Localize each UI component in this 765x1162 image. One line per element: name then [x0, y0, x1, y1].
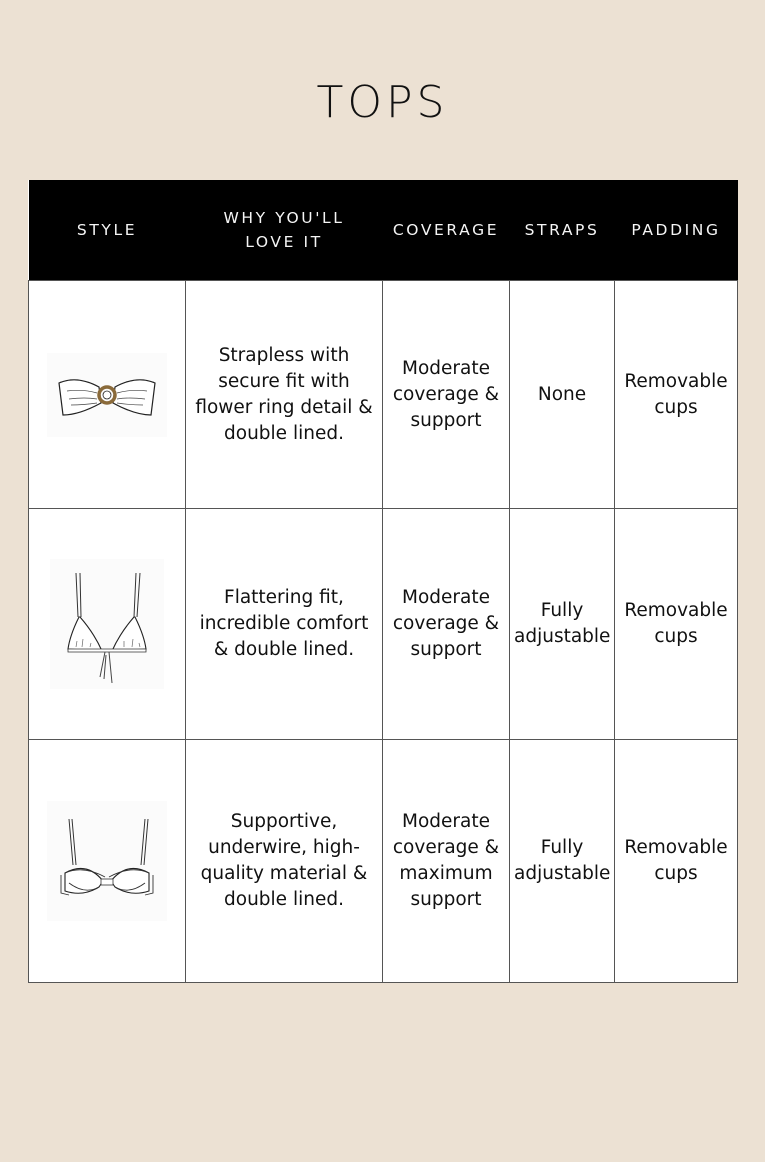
coverage-cell: Moderate coverage & support	[383, 281, 510, 509]
header-padding: PADDING	[615, 180, 738, 281]
header-why-line1: WHY YOU'LL	[223, 209, 345, 227]
style-cell	[29, 740, 186, 983]
style-cell	[29, 509, 186, 740]
table-row	[29, 281, 738, 509]
table-row	[29, 509, 738, 740]
style-cell	[29, 281, 186, 509]
table-row	[29, 740, 738, 983]
triangle-bikini-top-sketch-icon	[50, 559, 164, 689]
tops-comparison-table	[28, 180, 738, 983]
why-cell: Supportive, underwire, high-quality material & double lined.	[186, 740, 383, 983]
coverage-cell: Moderate coverage & support	[383, 509, 510, 740]
header-why-youll-love-it	[186, 180, 383, 281]
header-coverage: COVERAGE	[383, 180, 510, 281]
header-style: STYLE	[29, 180, 186, 281]
why-cell: Strapless with secure fit with flower ring detail & double lined.	[186, 281, 383, 509]
coverage-cell: Moderate coverage & maximum support	[383, 740, 510, 983]
padding-cell: Removable cups	[615, 509, 738, 740]
header-why-line2: LOVE IT	[245, 233, 323, 251]
padding-cell: Removable cups	[615, 281, 738, 509]
header-straps: STRAPS	[510, 180, 615, 281]
underwire-balconette-top-sketch-icon	[47, 801, 167, 921]
strapless-bandeau-top-sketch-icon	[47, 353, 167, 437]
straps-cell: Fully adjustable	[510, 740, 615, 983]
table-header-row	[29, 180, 738, 281]
page-title: TOPS	[316, 77, 449, 128]
why-cell: Flattering fit, incredible comfort & double lined.	[186, 509, 383, 740]
padding-cell: Removable cups	[615, 740, 738, 983]
straps-cell: None	[510, 281, 615, 509]
straps-cell: Fully adjustable	[510, 509, 615, 740]
